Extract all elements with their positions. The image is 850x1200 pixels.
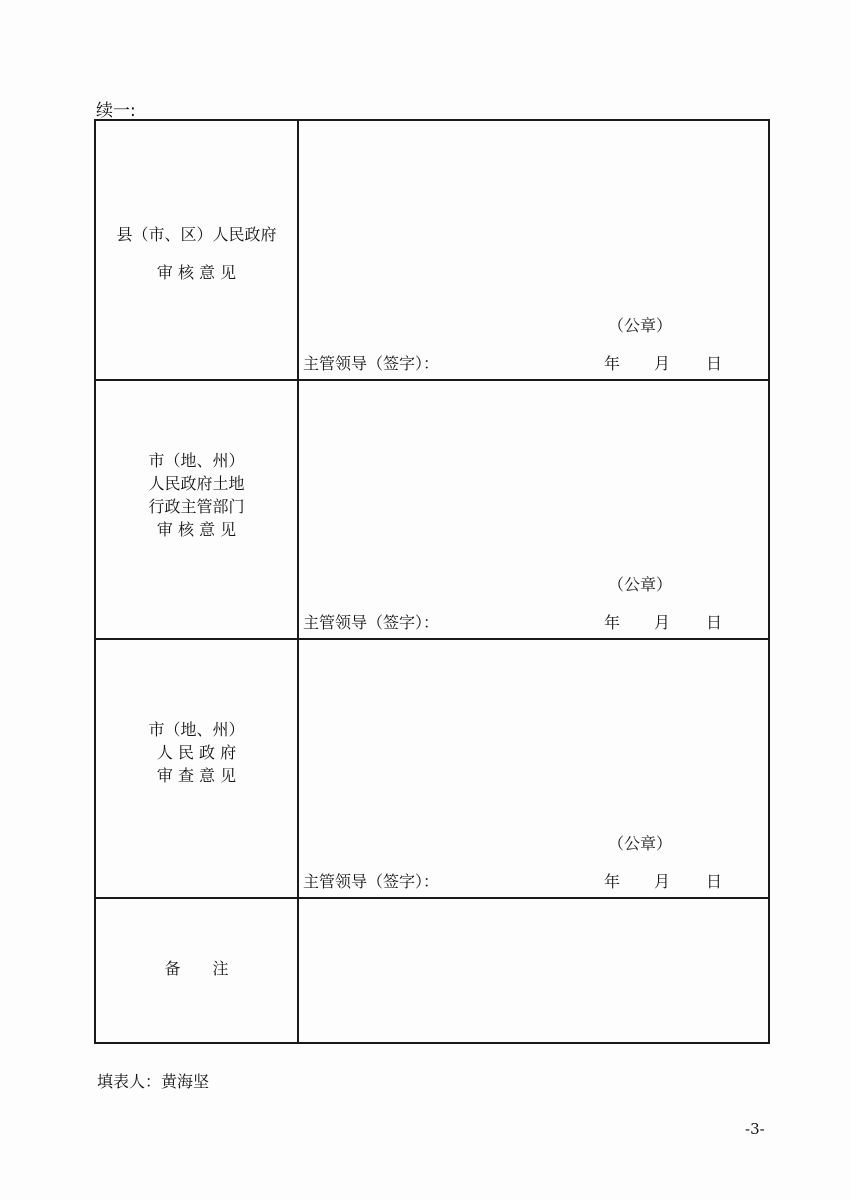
review-form-table <box>94 119 770 1044</box>
row-label-line: 市（地、州） <box>148 720 245 739</box>
city-land-department-review-row <box>96 379 768 638</box>
day-label: 日 <box>706 613 723 632</box>
row-label <box>96 899 299 1042</box>
row-label <box>96 640 299 897</box>
opinion-area <box>299 381 768 638</box>
seal-label: （公章） <box>607 316 672 335</box>
remarks-area <box>299 899 768 1042</box>
row-label-line: 审 核 意 见 <box>156 263 237 282</box>
opinion-area <box>299 121 768 379</box>
row-label-line: 人 民 政 府 <box>156 743 237 762</box>
row-label-line: 市（地、州） <box>148 450 245 470</box>
seal-label: （公章） <box>607 834 672 853</box>
row-label-line: 审 核 意 见 <box>156 519 237 539</box>
city-government-review-row <box>96 638 768 897</box>
signer-label: 主管领导（签字）： <box>303 354 440 373</box>
remarks-label: 备 注 <box>164 959 229 978</box>
county-government-review-row <box>96 121 768 379</box>
remarks-row <box>96 897 768 1042</box>
day-label: 日 <box>706 354 723 373</box>
month-label: 月 <box>654 613 671 632</box>
continued-label: 续一: <box>96 101 136 121</box>
day-label: 日 <box>706 872 723 891</box>
row-label <box>96 381 299 638</box>
month-label: 月 <box>654 872 671 891</box>
seal-label: （公章） <box>607 575 672 594</box>
year-label: 年 <box>604 613 621 632</box>
row-label-line: 人民政府土地 <box>148 473 245 493</box>
form-filler: 填表人：黄海坚 <box>97 1072 210 1091</box>
row-label-line: 县（市、区）人民政府 <box>116 225 277 244</box>
opinion-area <box>299 640 768 897</box>
year-label: 年 <box>604 354 621 373</box>
month-label: 月 <box>654 354 671 373</box>
signer-label: 主管领导（签字）： <box>303 613 440 632</box>
row-label-line: 行政主管部门 <box>148 496 245 516</box>
row-label <box>96 121 299 379</box>
year-label: 年 <box>604 872 621 891</box>
row-label-line: 审 查 意 见 <box>156 766 237 785</box>
page-number: -3- <box>745 1120 765 1138</box>
signer-label: 主管领导（签字）： <box>303 872 440 891</box>
